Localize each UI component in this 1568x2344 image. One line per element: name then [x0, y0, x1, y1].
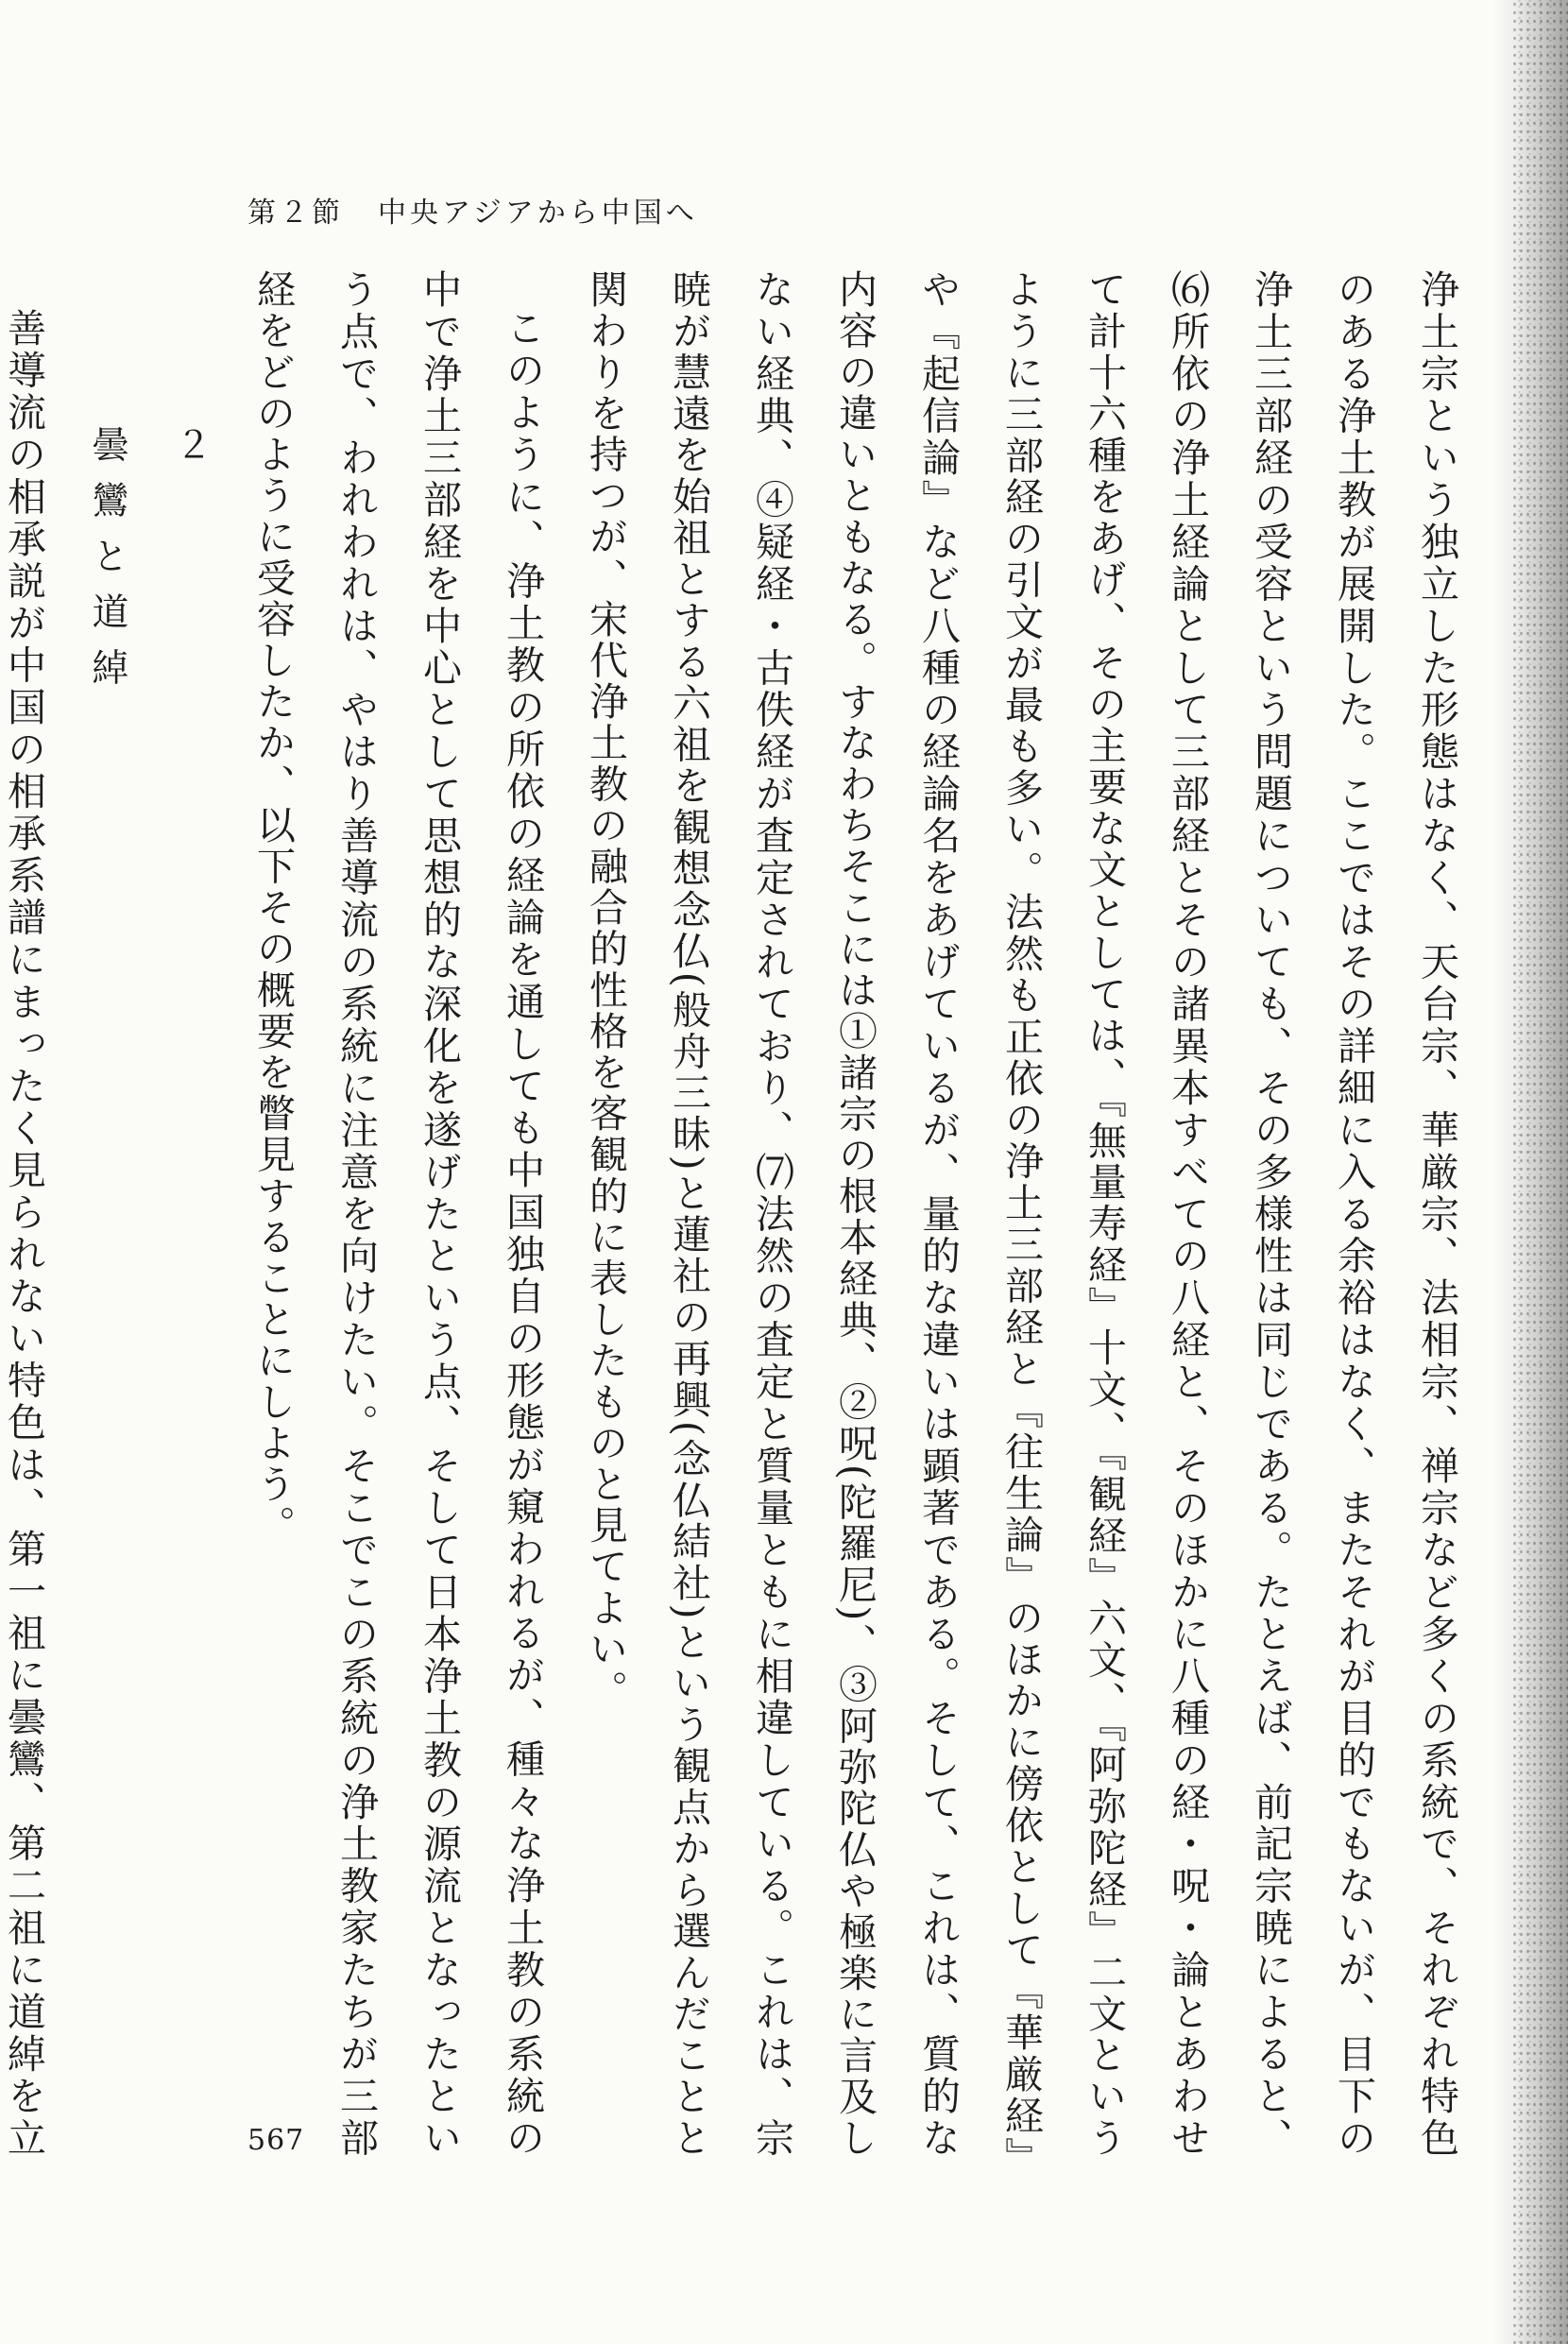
scan-edge-noise [1511, 0, 1568, 2344]
header-section-title: 中央アジアから中国へ [378, 197, 698, 230]
section-heading-title: 曇鸞と道綽 [86, 425, 128, 704]
main-text [1, 269, 1478, 2159]
section-heading [65, 269, 231, 2159]
header-section-number: 第２節 [247, 197, 344, 230]
paragraph: このように、浄土教の所依の経論を通しても中国独自の形態が窺われるが、種々な浄土教の系統の中で浄土三部経を中心として思想的な深化を遂げたという点、そして日本浄土教の源流となったという点で、われわれは、やはり善導流の系統に注意を向けたい。そこでこの系統の浄土教家たちが三部経をどのように受容したか、以下その概要を瞥見することにしよう。 [250, 269, 545, 2159]
paragraph: 善導流の相承説が中国の相承系譜にまったく見られない特色は、第一祖に曇鸞、第二祖に道綽を立 [1, 308, 46, 2159]
section-heading-number: ２ [169, 425, 212, 481]
running-header [247, 189, 698, 231]
page-number: 567 [247, 2124, 305, 2157]
paragraph: 浄土宗という独立した形態はなく、天台宗、華厳宗、法相宗、禅宗など多くの系統で、それぞれ特色のある浄土教が展開した。ここではその詳細に入る余裕はなく、またそれが目的でもないが、目下の浄土三部経の受容という問題についても、その多様性は同じである。たとえば、前記宗暁によると、⑹所依の浄土経論として三部経とその諸異本すべての八経と、そのほかに八種の経・呪・論とあわせて計十六種をあげ、その主要な文としては、『無量寿経』十文、『観経』六文、『阿弥陀経』二文というように三部経の引文が最も多い。法然も正依の浄土三部経と『往生論』のほかに傍依として『華厳経』や『起信論』など八種の経論名をあげているが、量的な違いは顕著である。そして、これは、質的な内容の違いともなる。すなわちそこには①諸宗の根本経典、②呪(陀羅尼)、③阿弥陀仏や極楽に言及しない経典、④疑経・古佚経が査定されており、⑺法然の査定と質量ともに相違している。これは、宗暁が慧遠を始祖とする六祖を観想念仏(般舟三昧)と蓮社の再興(念仏結社)という観点から選んだことと関わりを持つが、宋代浄土教の融合的性格を客観的に表したものと見てよい。 [583, 269, 1459, 2159]
